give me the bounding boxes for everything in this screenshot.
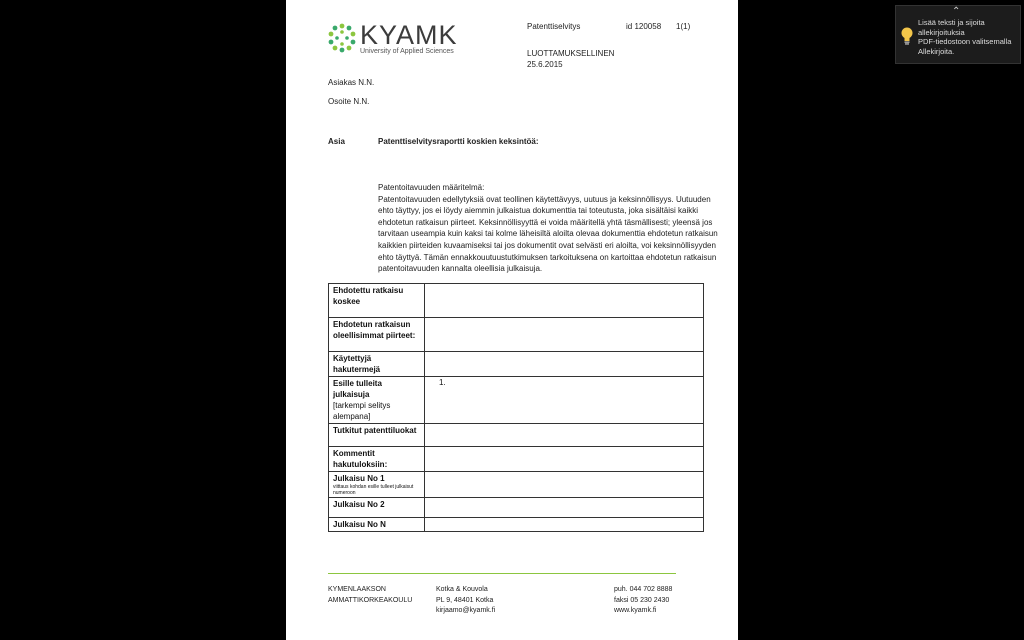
definition-line: ehto täyttyy, jos ei löydy aiemmin julkaistua dokumenttia tai toteutusta, joka sisältäisi kaikki (378, 206, 698, 216)
footer-fax: faksi 05 230 2430 (614, 596, 670, 604)
row-label (329, 472, 425, 498)
logo-dots-icon (326, 22, 358, 54)
row-value[interactable] (425, 447, 704, 472)
row-label: Tutkitut patenttiluokat (329, 424, 425, 447)
footer-divider (328, 573, 676, 574)
row-label: Julkaisu No N (329, 518, 425, 532)
row-label-text: Julkaisu No 1 (333, 474, 385, 483)
doc-id: id 120058 (626, 22, 662, 31)
footer-org (328, 585, 412, 606)
row-value[interactable] (425, 424, 704, 447)
row-label: Julkaisu No 2 (329, 498, 425, 518)
table-row (329, 424, 704, 447)
table-row (329, 447, 704, 472)
row-value[interactable] (425, 518, 704, 532)
footer-pobox: PL 9, 48401 Kotka (436, 596, 494, 604)
footer-phone: puh. 044 702 8888 (614, 586, 673, 593)
logo-text: KYAMK (360, 20, 458, 50)
doc-type: Patenttiselvitys (527, 22, 581, 31)
table-row (329, 472, 704, 498)
tooltip-text (918, 18, 1011, 56)
table-row (329, 284, 704, 318)
row-label (329, 377, 425, 424)
report-table (328, 283, 704, 532)
table-row (329, 318, 704, 352)
tooltip-line: allekirjoituksia (918, 27, 965, 37)
row-value[interactable] (425, 472, 704, 498)
client-address: Osoite N.N. (328, 97, 370, 106)
definition-line: ehdotetun ratkaisun piirteet. Keksinnöllisyyttä ei voida määritellä yhtä täsmällisesti; yleensä jos (378, 217, 713, 227)
definition-line: Patentoitavuuden edellytyksiä ovat teollinen käytettävyys, uutuus ja keksinnöllisyys. Uutuuden (378, 194, 711, 204)
definition-line: patentoitavuuden kannalta oleellisia julkaisuja. (378, 264, 543, 274)
footer-contact (614, 585, 672, 617)
tooltip-line: Allekirjoita. (918, 46, 955, 56)
table-row (329, 498, 704, 518)
row-value[interactable] (425, 352, 704, 377)
definition-line: ehto täyttyä. Tämän ennakkouutuustutkimuksen tarkoituksena on kartoittaa ehdotetun ratkaisun (378, 252, 717, 262)
row-label: Ehdotettu ratkaisu koskee (329, 284, 425, 318)
footer-address (436, 585, 495, 617)
footer-city: Kotka & Kouvola (436, 586, 488, 593)
confidential-label: LUOTTAMUKSELLINEN (527, 49, 615, 58)
row-label-text: Esille tulleita julkaisuja (333, 379, 382, 399)
tooltip-line: PDF-tiedostoon valitsemalla (918, 37, 1012, 46)
definition-line: tarvitaan useampia kuin kaksi tai kolme läheisiltä aloilta olevaa dokumenttia ehdotetun ratkaisun (378, 229, 718, 239)
row-value[interactable] (425, 498, 704, 518)
logo-subtitle: University of Applied Sciences (360, 48, 454, 55)
subject-title: Patenttiselvitysraportti koskien keksintöä: (378, 137, 539, 146)
row-label-note: [tarkempi selitys alempana] (333, 401, 391, 421)
footer-web[interactable]: www.kyamk.fi (614, 607, 657, 614)
doc-date: 25.6.2015 (527, 60, 563, 69)
footer-email[interactable]: kirjaamo@kyamk.fi (436, 607, 496, 614)
row-label-note: viittaus kohdan esille tulleet julkaisut numeroon (333, 484, 414, 496)
page-count: 1(1) (676, 22, 691, 31)
definition-line: kaikkien piirteiden kuvaamiseksi tai jos dokumentit ovat selvästi eri aloilta, voi keksinnöllisyyden (378, 240, 716, 250)
kyamk-logo (326, 22, 466, 62)
tooltip-line: Lisää teksti ja sijoita (918, 18, 985, 27)
table-row (329, 518, 704, 532)
table-row (329, 377, 704, 424)
client-name: Asiakas N.N. (328, 78, 375, 87)
row-label: Kommentit hakutuloksiin: (329, 447, 425, 472)
footer-org-line: KYMENLAAKSON (328, 586, 386, 593)
collapse-chevron-icon[interactable]: ⌃ (952, 6, 961, 17)
definition-title: Patentoitavuuden määritelmä: (378, 183, 485, 192)
pdf-page (286, 0, 738, 640)
footer-org-line: AMMATTIKORKEAKOULU (328, 596, 413, 604)
row-label: Käytettyjä hakutermejä (329, 352, 425, 377)
row-value[interactable] (425, 284, 704, 318)
lightbulb-icon (900, 26, 914, 46)
sign-tooltip (895, 5, 1021, 64)
table-row (329, 352, 704, 377)
subject-label: Asia (328, 137, 345, 146)
row-value[interactable] (425, 318, 704, 352)
row-label: Ehdotetun ratkaisun oleellisimmat piirteet: (329, 318, 425, 352)
definition-paragraph (378, 182, 718, 275)
row-value[interactable]: 1. (425, 377, 704, 424)
